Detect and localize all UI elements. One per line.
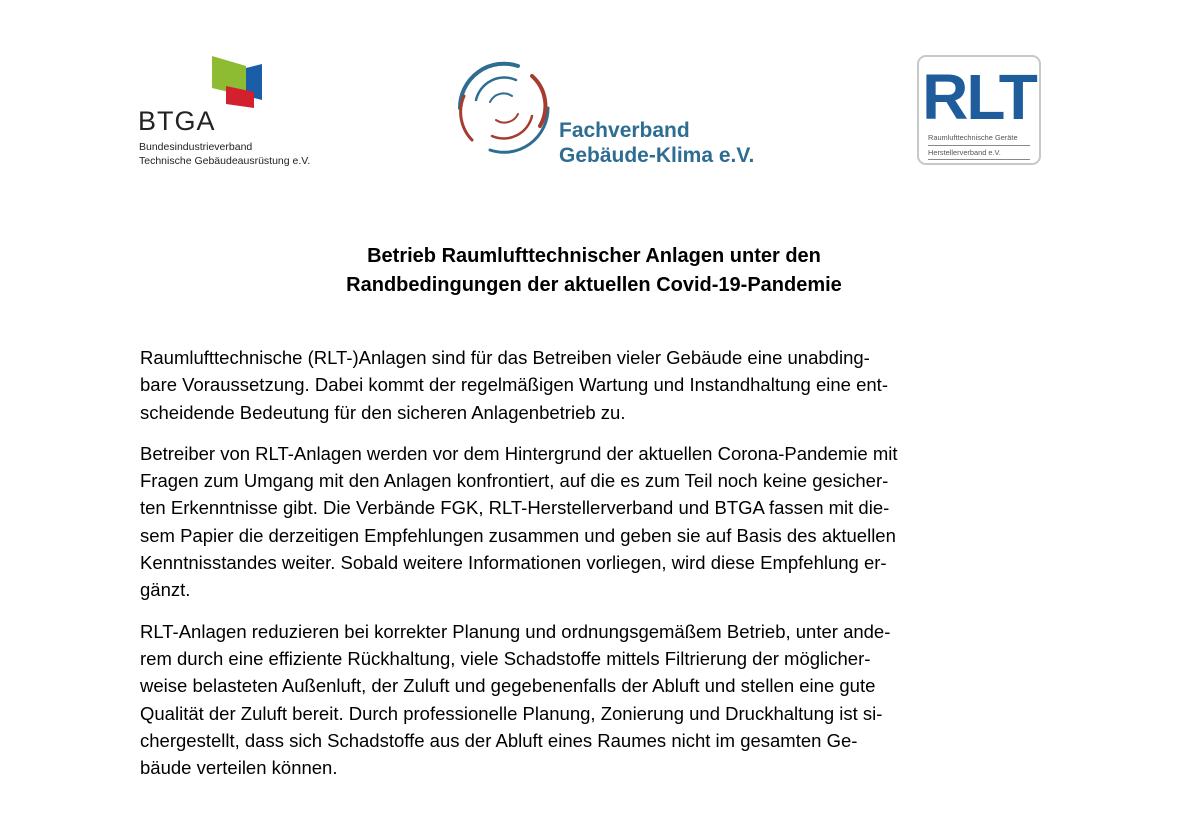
- rlt-divider: [928, 159, 1030, 160]
- body-paragraph: [140, 440, 1050, 604]
- body-line: scheidende Bedeutung für den sicheren Anlagenbetrieb zu.: [140, 401, 626, 423]
- fgk-name-line2: Gebäude-Klima e.V.: [559, 144, 755, 167]
- fgk-name-line1: Fachverband: [559, 119, 690, 142]
- btga-name: BTGA: [138, 106, 216, 136]
- body-line: Fragen zum Umgang mit den Anlagen konfrontiert, auf die es zum Teil noch keine gesicher-: [140, 470, 889, 492]
- rlt-letters-text: RLT: [922, 61, 1036, 129]
- btga-subtitle-line1: Bundesindustrieverband: [139, 141, 253, 153]
- rlt-subtitle-line2: Herstellerverband e.V.: [928, 148, 1001, 157]
- body-paragraph: [140, 618, 1050, 782]
- body-line: Betreiber von RLT-Anlagen werden vor dem Hintergrund der aktuellen Corona-Pandemie mit: [140, 442, 898, 464]
- rlt-letters: [919, 57, 1039, 129]
- document-body: [140, 344, 1050, 795]
- btga-logo: [138, 56, 338, 176]
- body-line: rem durch eine effiziente Rückhaltung, viele Schadstoffe mittels Filtrierung der möglicher-: [140, 647, 871, 669]
- body-line: ten Erkenntnisse gibt. Die Verbände FGK, RLT-Herstellerverband und BTGA fassen mit die-: [140, 497, 890, 519]
- body-line: RLT-Anlagen reduzieren bei korrekter Planung und ordnungsgemäßem Betrieb, unter ande-: [140, 620, 891, 642]
- title-line-2: Randbedingungen der aktuellen Covid-19-Pandemie: [346, 274, 842, 296]
- body-line: bäude verteilen können.: [140, 757, 338, 779]
- document-title: [140, 242, 1048, 300]
- body-line: Qualität der Zuluft bereit. Durch professionelle Planung, Zonierung und Druckhaltung ist si-: [140, 702, 883, 724]
- btga-subtitle-line2: Technische Gebäudeausrüstung e.V.: [139, 155, 311, 167]
- body-line: Raumlufttechnische (RLT-)Anlagen sind für das Betreiben vieler Gebäude eine unabding-: [140, 347, 870, 368]
- body-line: sem Papier die derzeitigen Empfehlungen zusammen und geben sie auf Basis des aktuellen: [140, 524, 896, 546]
- body-paragraph: [140, 344, 1050, 426]
- body-line: Kenntnisstandes weiter. Sobald weitere Informationen vorliegen, wird diese Empfehlung er-: [140, 552, 887, 574]
- rlt-subtitle-line1: Raumlufttechnische Geräte: [928, 133, 1018, 142]
- rlt-logo: [917, 55, 1041, 165]
- fgk-logo: [452, 56, 812, 176]
- btga-logo-mark: [202, 56, 268, 112]
- body-line: weise belasteten Außenluft, der Zuluft und gegebenenfalls der Abluft und stellen eine gute: [140, 675, 876, 697]
- body-line: chergestellt, dass sich Schadstoffe aus der Abluft eines Raumes nicht im gesamten Ge-: [140, 729, 858, 751]
- title-line-1: Betrieb Raumlufttechnischer Anlagen unter den: [367, 245, 821, 267]
- body-line: gänzt.: [140, 579, 191, 601]
- rlt-divider: [928, 145, 1030, 146]
- body-line: bare Voraussetzung. Dabei kommt der regelmäßigen Wartung und Instandhaltung eine ent-: [140, 374, 888, 396]
- fgk-logo-mark: [452, 56, 556, 160]
